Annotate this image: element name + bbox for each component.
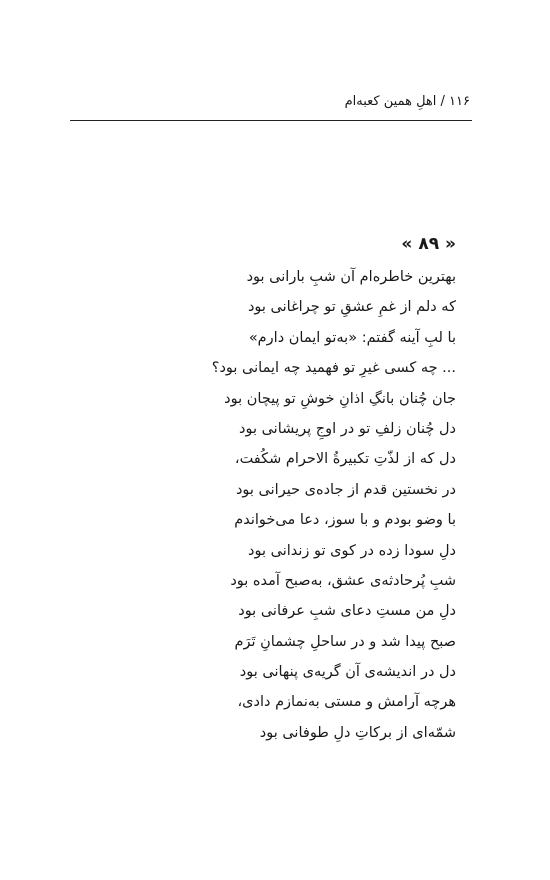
poem-line: شمّه‌ای از برکاتِ دلِ طوفانی بود bbox=[259, 724, 456, 741]
poem-line: صبح پیدا شد و در ساحلِ چشمانِ تَرَم bbox=[234, 633, 456, 650]
poem-line: دلِ سودا زده در کوی تو زندانی بود bbox=[248, 542, 456, 559]
poem-line: در نخستین قدم از جاده‌ی حیرانی بود bbox=[235, 481, 456, 498]
poem-number: « ۸۹ » bbox=[401, 234, 456, 254]
poem-line: دلِ من مستِ دعای شبِ عرفانی بود bbox=[238, 603, 456, 620]
poem-line: شبِ پُرحادثه‌ی عشق، به‌صبح آمده بود bbox=[230, 572, 456, 589]
header-divider bbox=[70, 120, 472, 121]
poem-line: دل در اندیشه‌ی آن گریه‌ی پنهانی بود bbox=[239, 664, 456, 681]
poem-line: هرچه آرامش و مستی به‌نمازم دادی، bbox=[237, 694, 456, 711]
poem-line: با لبِ آینه گفتم: «به‌تو ایمان دارم» bbox=[248, 329, 456, 346]
poem-line: دل چُنان زلفِ تو در اوجِ پریشانی بود bbox=[239, 420, 456, 437]
poem-line: بهترین خاطره‌ام آن شبِ بارانی بود bbox=[246, 269, 456, 285]
poem-line: دل که از لذّتِ تکبیرةُ الاحرام شکُفت، bbox=[234, 451, 456, 468]
poem-lines bbox=[156, 262, 456, 748]
poem bbox=[156, 226, 456, 748]
poem-line: جان چُنان بانگِ اذانِ خوشِ تو پیچان بود bbox=[224, 390, 456, 407]
poem-line: که دلم از غمِ عشقِ تو چراغانی بود bbox=[247, 299, 456, 316]
poem-line: با وضو بودم و با سوز، دعا می‌خواندم bbox=[234, 512, 456, 529]
poem-line: ... چه کسی غیرِ تو فهمید چه ایمانی بود؟ bbox=[211, 360, 456, 377]
running-header: ۱۱۶ / اهلِ همین کعبه‌ام bbox=[344, 94, 470, 109]
